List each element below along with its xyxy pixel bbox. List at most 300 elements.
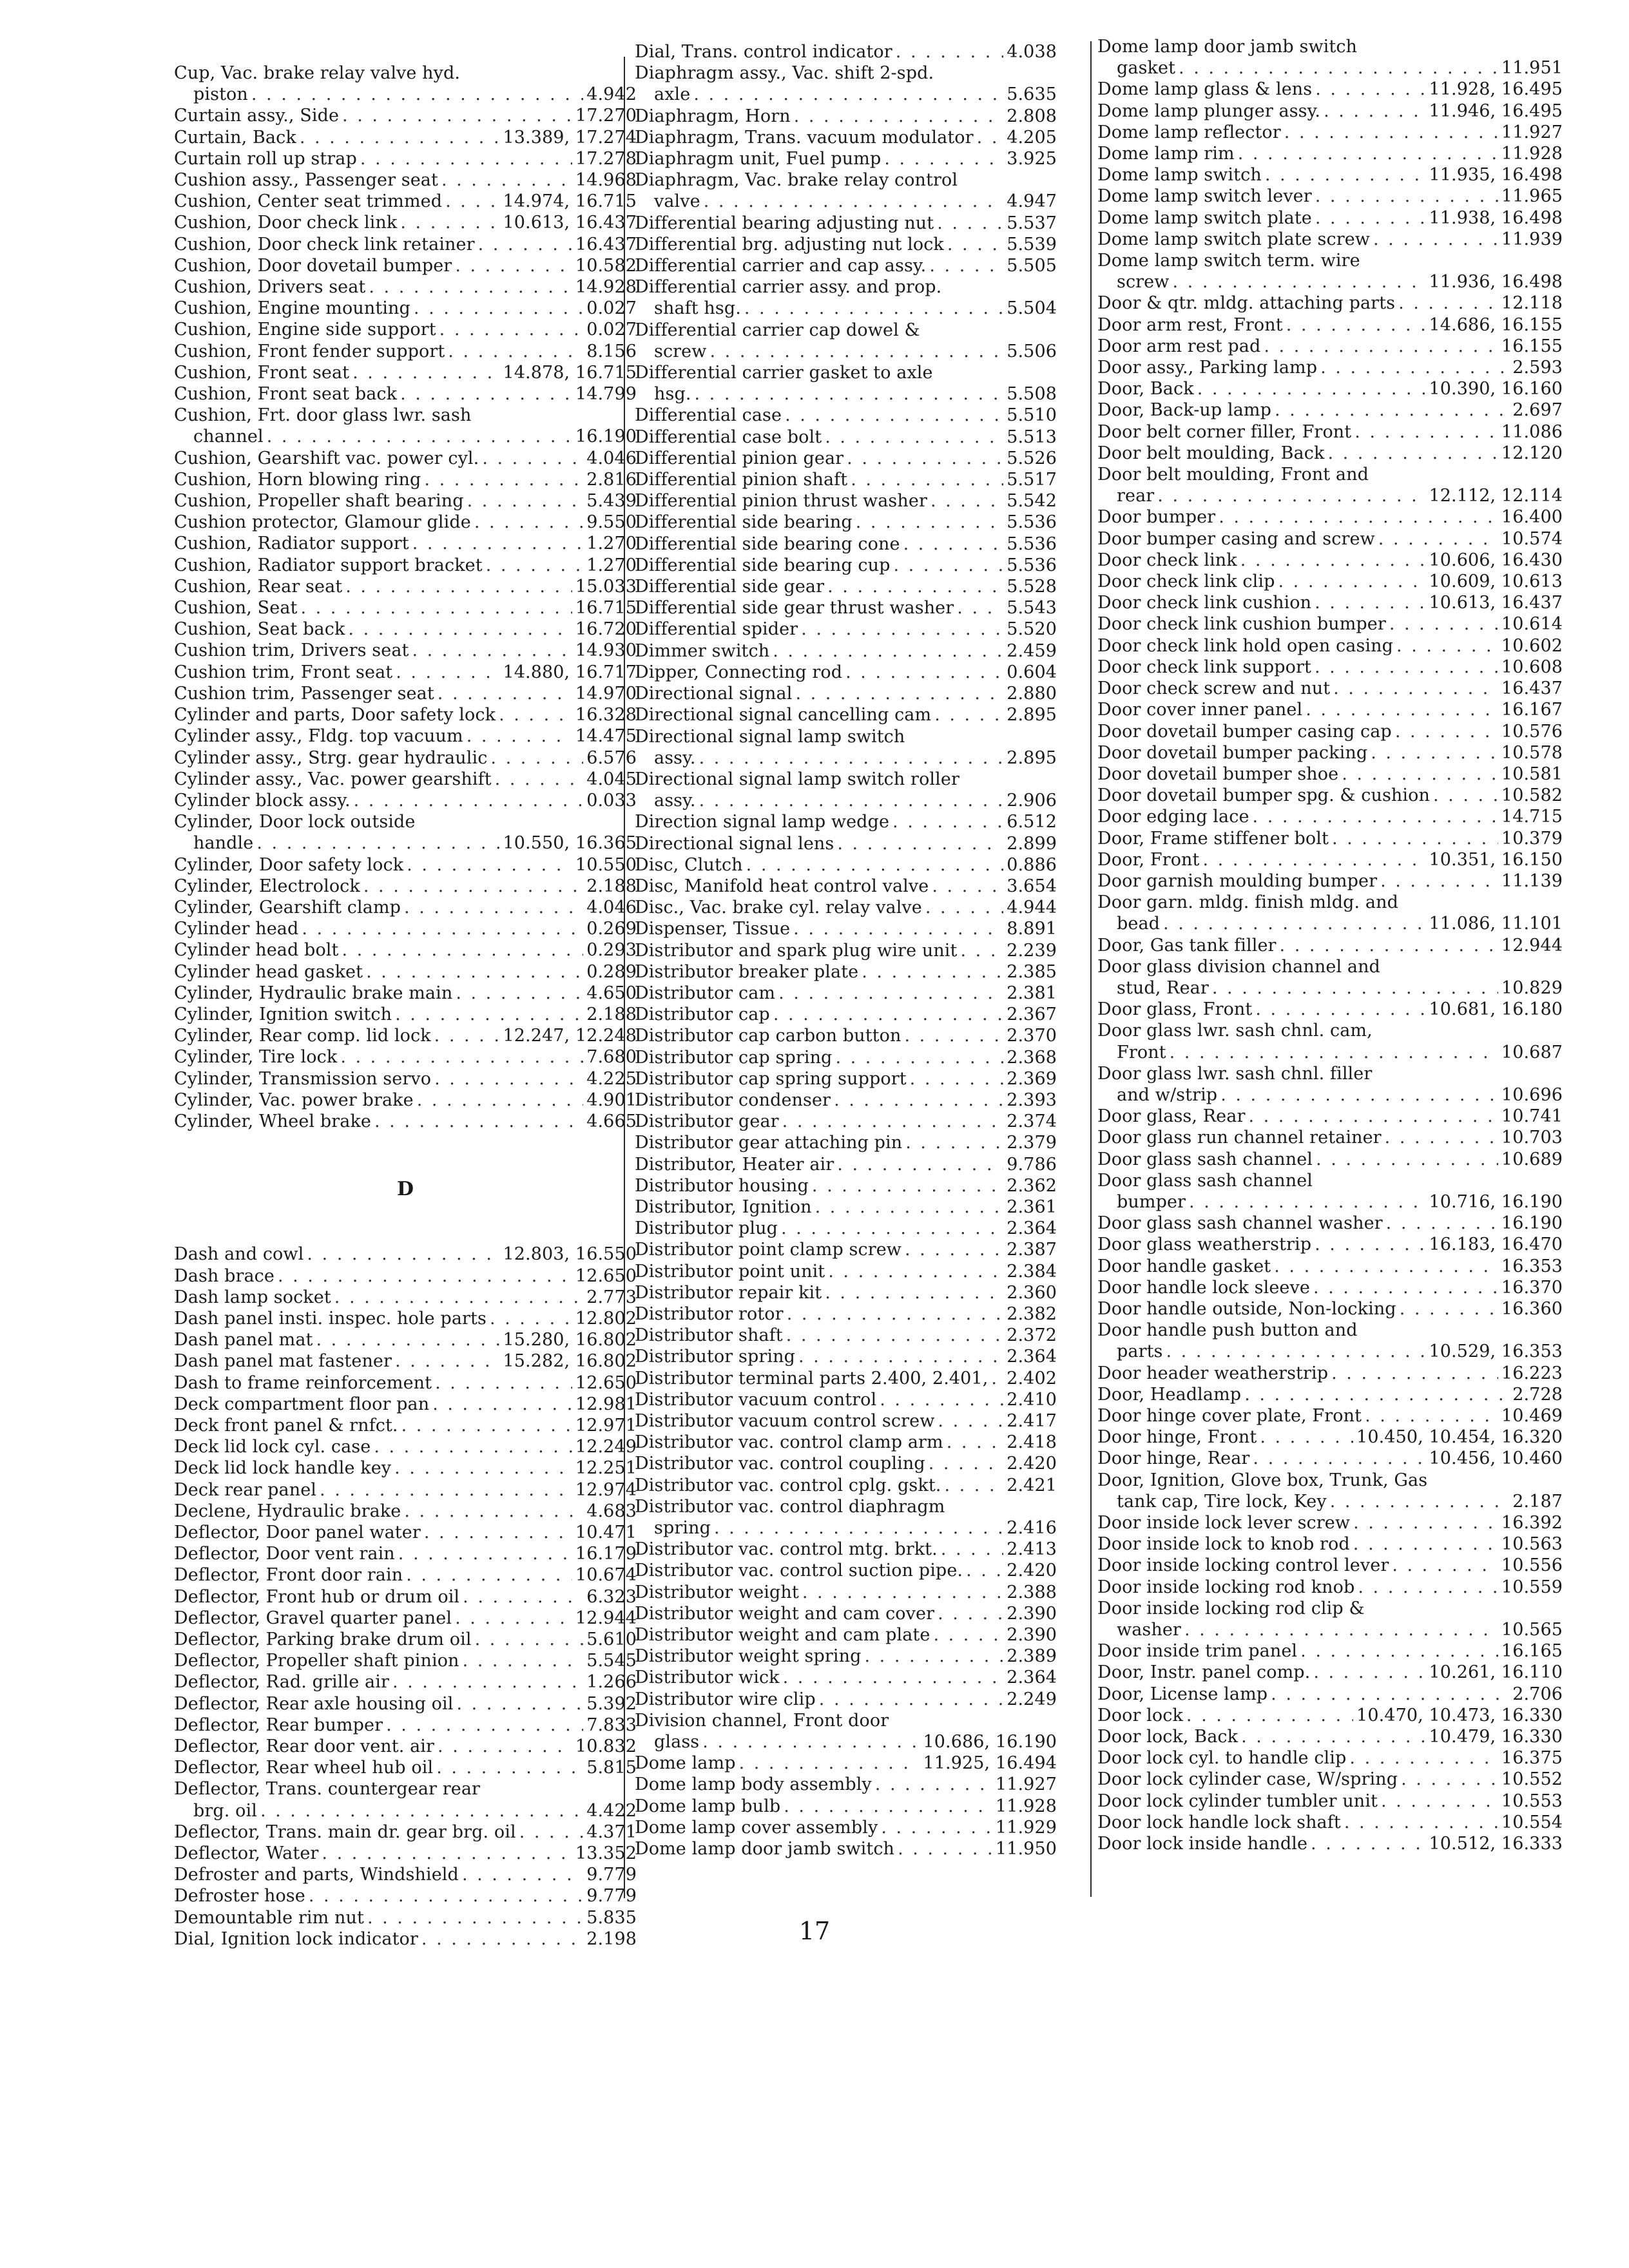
index-entry bbox=[1097, 1363, 1563, 1384]
entry-name: Distributor housing bbox=[635, 1175, 809, 1196]
entry-line bbox=[174, 383, 637, 405]
dot-leader bbox=[795, 683, 1003, 704]
entry-name: Deflector, Rear bumper bbox=[174, 1715, 383, 1735]
index-entry bbox=[1097, 79, 1563, 100]
entry-name: Differential spider bbox=[635, 619, 798, 640]
entry-name: Cylinder, Rear comp. lid lock bbox=[174, 1026, 431, 1046]
entry-name: Distributor repair kit bbox=[635, 1282, 822, 1303]
dot-leader bbox=[1189, 1191, 1425, 1213]
dot-leader bbox=[462, 1864, 583, 1885]
dot-leader bbox=[434, 1025, 500, 1046]
entry-name: Cushion trim, Passenger seat bbox=[174, 683, 434, 704]
entry-name: Cushion protector, Glamour glide bbox=[174, 512, 471, 533]
entry-number: 10.456, 10.460 bbox=[1429, 1448, 1563, 1469]
entry-line bbox=[635, 1303, 1057, 1325]
index-entry bbox=[174, 1564, 637, 1586]
entry-name: Cylinder, Tire lock bbox=[174, 1047, 338, 1068]
entry-line bbox=[635, 683, 1057, 704]
dot-leader bbox=[947, 1432, 1003, 1453]
index-entry bbox=[174, 1543, 637, 1564]
entry-line bbox=[635, 1218, 1057, 1239]
entry-number: 11.086 bbox=[1501, 421, 1563, 442]
dot-leader bbox=[499, 704, 572, 726]
entry-number: 4.650 bbox=[586, 983, 637, 1003]
entry-line bbox=[635, 1838, 1057, 1860]
entry-line bbox=[1097, 1256, 1563, 1277]
entry-number: 14.968 bbox=[575, 170, 637, 191]
entry-number: 12.971 bbox=[575, 1415, 637, 1436]
entry-number: 0.293 bbox=[586, 940, 637, 961]
entry-number: 12.802 bbox=[575, 1308, 637, 1329]
dot-leader bbox=[1400, 1298, 1498, 1320]
entry-name: Cylinder assy., Fldg. top vacuum bbox=[174, 726, 463, 747]
index-entry bbox=[1097, 1106, 1563, 1127]
entry-name: bumper bbox=[1117, 1191, 1186, 1212]
index-entry bbox=[174, 1068, 637, 1090]
entry-name: Door bumper casing and screw bbox=[1097, 528, 1375, 549]
entry-number: 12.981 bbox=[575, 1394, 637, 1414]
entry-number: 10.261, 16.110 bbox=[1429, 1662, 1563, 1683]
index-entry bbox=[635, 1239, 1057, 1260]
entry-line bbox=[1097, 721, 1563, 742]
dot-leader bbox=[1306, 699, 1498, 720]
index-entry bbox=[174, 512, 637, 533]
entry-number: 8.891 bbox=[1007, 919, 1057, 939]
index-entry bbox=[174, 897, 637, 918]
entry-line bbox=[174, 191, 637, 212]
dot-leader bbox=[406, 1564, 572, 1586]
entry-name: Dash brace bbox=[174, 1265, 275, 1286]
index-entry bbox=[1097, 635, 1563, 657]
entry-name: Door lock inside handle bbox=[1097, 1834, 1308, 1854]
dot-leader bbox=[905, 1239, 1003, 1260]
entry-name: Distributor cap carbon button bbox=[635, 1026, 901, 1046]
index-entry bbox=[1097, 657, 1563, 678]
dot-leader bbox=[837, 1154, 1003, 1175]
entry-line bbox=[174, 1821, 637, 1843]
dot-leader bbox=[739, 1753, 920, 1774]
index-entry bbox=[174, 1501, 637, 1522]
entry-name: Distributor, Ignition bbox=[635, 1196, 812, 1217]
index-entry bbox=[635, 1111, 1057, 1132]
entry-name: Door, Instr. panel comp. bbox=[1097, 1662, 1311, 1683]
entry-line bbox=[174, 1693, 637, 1715]
entry-number: 16.715 bbox=[575, 598, 637, 619]
entry-number: 5.536 bbox=[1007, 555, 1057, 575]
entry-line bbox=[1097, 186, 1563, 207]
entry-number: 2.880 bbox=[1007, 684, 1057, 704]
entry-continuation-line bbox=[1097, 57, 1563, 79]
entry-name: Door dovetail bumper packing bbox=[1097, 742, 1368, 763]
index-entry bbox=[635, 427, 1057, 448]
index-entry bbox=[1097, 293, 1563, 314]
dot-leader bbox=[1395, 721, 1498, 742]
entry-name: Deck front panel & rnfct. bbox=[174, 1415, 398, 1436]
entry-name: Door check link support bbox=[1097, 657, 1311, 677]
entry-name: Cylinder, Gearshift clamp bbox=[174, 897, 401, 918]
entry-line bbox=[174, 1244, 637, 1265]
dot-leader bbox=[369, 276, 572, 298]
entry-line bbox=[1097, 207, 1563, 229]
index-entry bbox=[635, 940, 1057, 961]
entry-number: 14.880, 16.717 bbox=[503, 662, 637, 682]
index-entry bbox=[635, 1689, 1057, 1710]
entry-number: 2.361 bbox=[1007, 1196, 1057, 1217]
index-entry bbox=[1097, 742, 1563, 764]
dot-leader bbox=[1238, 143, 1498, 164]
entry-name: Cushion, Horn blowing ring bbox=[174, 469, 421, 490]
entry-number: 5.528 bbox=[1007, 577, 1057, 597]
index-entry bbox=[635, 1368, 1057, 1389]
entry-line bbox=[635, 106, 1057, 127]
entry-line bbox=[174, 1671, 637, 1693]
entry-number: 2.421 bbox=[1007, 1475, 1057, 1495]
entry-name: Dome lamp switch lever bbox=[1097, 186, 1312, 207]
index-entry bbox=[174, 961, 637, 983]
entry-name: Door dovetail bumper shoe bbox=[1097, 764, 1339, 784]
entry-number: 7.833 bbox=[586, 1715, 637, 1735]
entry-line bbox=[1097, 314, 1563, 336]
index-entry bbox=[1097, 464, 1563, 506]
entry-number: 2.906 bbox=[1007, 791, 1057, 811]
entry-line bbox=[174, 704, 637, 726]
entry-name: Dome lamp bbox=[635, 1753, 736, 1774]
index-entry bbox=[635, 1774, 1057, 1795]
entry-line bbox=[1097, 1705, 1563, 1726]
index-entry bbox=[1097, 336, 1563, 357]
entry-name: Distributor weight and cam cover bbox=[635, 1603, 935, 1624]
dot-leader bbox=[1316, 1149, 1498, 1170]
entry-name: Differential pinion thrust washer bbox=[635, 491, 927, 512]
entry-number: 4.046 bbox=[586, 448, 637, 468]
index-entry bbox=[1097, 1640, 1563, 1662]
entry-line bbox=[1097, 1726, 1563, 1747]
entry-name: Door glass sash channel bbox=[1097, 1149, 1313, 1169]
entry-number: 10.529, 16.353 bbox=[1429, 1341, 1563, 1362]
dot-leader bbox=[881, 1817, 992, 1838]
dot-leader bbox=[702, 1731, 920, 1753]
entry-number: 5.505 bbox=[1007, 256, 1057, 276]
dot-leader bbox=[322, 1843, 572, 1864]
dot-leader bbox=[1166, 1341, 1426, 1362]
entry-continuation-line bbox=[635, 747, 1057, 769]
index-entry bbox=[174, 619, 637, 640]
entry-number: 10.582 bbox=[575, 255, 637, 276]
index-entry bbox=[1097, 1256, 1563, 1277]
entry-name: Distributor weight spring bbox=[635, 1646, 862, 1667]
entry-continuation-line bbox=[1097, 1491, 1563, 1512]
dot-leader bbox=[1365, 1405, 1498, 1427]
index-entry bbox=[174, 1111, 637, 1132]
entry-name: Differential carrier cap dowel & bbox=[635, 320, 920, 340]
entry-name: Door hinge cover plate, Front bbox=[1097, 1406, 1362, 1426]
entry-line bbox=[174, 1715, 637, 1736]
entry-number: 16.353 bbox=[1501, 1256, 1563, 1276]
dot-leader bbox=[1271, 1684, 1509, 1705]
entry-line bbox=[1097, 806, 1563, 827]
entry-line bbox=[1097, 378, 1563, 399]
index-entry bbox=[1097, 550, 1563, 571]
dot-leader bbox=[782, 1111, 1004, 1132]
entry-name: Dome lamp switch plate screw bbox=[1097, 229, 1371, 249]
entry-continuation-line bbox=[635, 790, 1057, 811]
entry-name: Distributor, Heater air bbox=[635, 1154, 834, 1175]
entry-line bbox=[1097, 550, 1563, 571]
dot-leader bbox=[1212, 977, 1498, 999]
entry-line bbox=[174, 1090, 637, 1111]
entry-line bbox=[1097, 143, 1563, 164]
index-entry bbox=[635, 683, 1057, 704]
entry-name: Distributor vacuum control screw bbox=[635, 1411, 935, 1431]
entry-number: 2.368 bbox=[1007, 1047, 1057, 1068]
entry-line bbox=[635, 1817, 1057, 1838]
dot-leader bbox=[815, 1196, 1004, 1218]
entry-number: 16.165 bbox=[1501, 1641, 1563, 1662]
entry-line bbox=[1097, 1384, 1563, 1405]
entry-number: 2.413 bbox=[1007, 1539, 1057, 1560]
dot-leader bbox=[395, 1350, 499, 1372]
column-divider bbox=[624, 57, 625, 1898]
index-entry bbox=[174, 1479, 637, 1501]
entry-line bbox=[174, 469, 637, 490]
entry-number: 5.504 bbox=[1007, 298, 1057, 319]
entry-line bbox=[1097, 399, 1563, 421]
entry-number: 2.372 bbox=[1007, 1325, 1057, 1346]
entry-name: Deflector, Gravel quarter panel bbox=[174, 1608, 452, 1628]
index-entry bbox=[174, 319, 637, 340]
index-entry bbox=[174, 490, 637, 512]
entry-line bbox=[635, 640, 1057, 662]
entry-continuation-line bbox=[635, 341, 1057, 362]
dot-leader bbox=[1315, 592, 1425, 613]
entry-line bbox=[174, 1394, 637, 1415]
entry-name: screw bbox=[1117, 272, 1170, 293]
entry-number: 2.239 bbox=[1007, 940, 1057, 961]
dot-leader bbox=[1353, 1512, 1498, 1533]
dot-leader bbox=[1274, 1256, 1498, 1277]
entry-number: 10.469 bbox=[1501, 1406, 1563, 1426]
dot-leader bbox=[432, 1394, 572, 1415]
entry-line bbox=[635, 619, 1057, 640]
entry-line bbox=[1097, 122, 1563, 143]
entry-number: 2.706 bbox=[1512, 1684, 1563, 1704]
entry-number: 10.674 bbox=[575, 1565, 637, 1586]
entry-line bbox=[635, 940, 1057, 961]
index-entry bbox=[174, 1586, 637, 1608]
entry-name: Distributor weight bbox=[635, 1582, 799, 1602]
index-entry bbox=[174, 1736, 637, 1757]
entry-line bbox=[1097, 1747, 1563, 1769]
entry-line bbox=[174, 1501, 637, 1522]
index-entry bbox=[174, 1693, 637, 1715]
entry-name: Deflector, Door vent rain bbox=[174, 1544, 395, 1564]
index-entry bbox=[1097, 1662, 1563, 1683]
index-entry bbox=[174, 533, 637, 554]
index-entry bbox=[174, 1287, 637, 1308]
entry-number: 10.351, 16.150 bbox=[1429, 849, 1563, 870]
dot-leader bbox=[366, 961, 583, 983]
entry-name: Deflector, Rear wheel hub oil bbox=[174, 1758, 434, 1778]
dot-leader bbox=[1184, 1619, 1498, 1640]
dot-leader bbox=[278, 1265, 572, 1287]
entry-number: 11.928, 16.495 bbox=[1429, 79, 1563, 100]
entry-line bbox=[635, 490, 1057, 512]
entry-line bbox=[174, 1564, 637, 1586]
entry-number: 2.895 bbox=[1007, 747, 1057, 768]
index-entry bbox=[174, 662, 637, 683]
dot-leader bbox=[1284, 122, 1498, 143]
entry-line bbox=[174, 1308, 637, 1329]
entry-number: 11.928 bbox=[1501, 144, 1563, 164]
entry-name: Cushion trim, Front seat bbox=[174, 662, 393, 682]
entry-number: 10.574 bbox=[1501, 528, 1563, 549]
entry-number: 10.450, 10.454, 16.320 bbox=[1356, 1427, 1563, 1448]
entry-number: 2.364 bbox=[1007, 1347, 1057, 1367]
entry-number: 1.270 bbox=[586, 555, 637, 575]
entry-number: 10.563 bbox=[1501, 1534, 1563, 1555]
column-1 bbox=[174, 62, 637, 1950]
entry-number: 12.249 bbox=[575, 1437, 637, 1457]
dot-leader bbox=[456, 983, 583, 1004]
entry-name: Door, Gas tank filler bbox=[1097, 935, 1277, 956]
index-entry bbox=[1097, 1427, 1563, 1448]
entry-number: 4.045 bbox=[586, 769, 637, 789]
dot-leader bbox=[396, 662, 499, 683]
dot-leader bbox=[482, 448, 583, 469]
dot-leader bbox=[851, 469, 1003, 490]
dot-leader bbox=[309, 1885, 583, 1907]
index-entry bbox=[1097, 101, 1563, 122]
entry-number: 10.613, 16.437 bbox=[1429, 593, 1563, 613]
entry-name: Dome lamp rim bbox=[1097, 144, 1235, 164]
entry-name: Door lock, Back bbox=[1097, 1727, 1239, 1747]
entry-line bbox=[635, 533, 1057, 555]
entry-name: Cushion, Front seat back bbox=[174, 384, 398, 405]
index-entry bbox=[635, 1432, 1057, 1453]
entry-line bbox=[174, 1287, 637, 1308]
entry-line bbox=[635, 555, 1057, 576]
entry-number: 11.951 bbox=[1501, 58, 1563, 79]
entry-line bbox=[635, 662, 1057, 683]
entry-line bbox=[1097, 443, 1563, 464]
dot-leader bbox=[957, 597, 1003, 619]
entry-line bbox=[174, 1885, 637, 1907]
index-entry bbox=[1097, 592, 1563, 613]
entry-name: Door inside locking rod knob bbox=[1097, 1577, 1355, 1597]
entry-name: Dome lamp body assembly bbox=[635, 1774, 872, 1795]
index-entry bbox=[1097, 36, 1563, 79]
entry-name: Distributor vac. control diaphragm bbox=[635, 1496, 945, 1517]
entry-name: Cylinder block assy. bbox=[174, 790, 351, 811]
entry-name: Cushion, Seat back bbox=[174, 619, 345, 640]
index-entry bbox=[635, 1346, 1057, 1367]
index-entry bbox=[635, 1303, 1057, 1325]
dot-leader bbox=[1264, 336, 1498, 357]
entry-name: Distributor condenser bbox=[635, 1090, 831, 1110]
entry-line bbox=[635, 704, 1057, 726]
entry-line bbox=[635, 1432, 1057, 1453]
entry-number: 4.944 bbox=[1007, 898, 1057, 918]
entry-number: 2.459 bbox=[1007, 640, 1057, 661]
entry-line bbox=[174, 276, 637, 298]
entry-name: Door, Back-up lamp bbox=[1097, 400, 1272, 421]
index-entry bbox=[1097, 1384, 1563, 1405]
dot-leader bbox=[417, 1090, 584, 1111]
entry-number: 8.156 bbox=[586, 341, 637, 361]
entry-line bbox=[1097, 849, 1563, 870]
entry-name: Cushion assy., Passenger seat bbox=[174, 170, 438, 191]
dot-leader bbox=[837, 833, 1003, 854]
entry-name: Distributor cam bbox=[635, 983, 776, 1003]
dot-leader bbox=[1157, 485, 1425, 506]
entry-line bbox=[174, 1843, 637, 1864]
entry-line bbox=[635, 1368, 1057, 1389]
dot-leader bbox=[991, 1368, 1003, 1389]
dot-leader bbox=[1327, 443, 1498, 464]
dot-leader bbox=[856, 512, 1003, 533]
entry-name: Cup, Vac. brake relay valve hyd. bbox=[174, 63, 461, 83]
dot-leader bbox=[267, 426, 572, 447]
index-entry bbox=[174, 298, 637, 319]
entry-name: Door cover inner panel bbox=[1097, 700, 1303, 720]
dot-leader bbox=[457, 1693, 584, 1715]
entry-line bbox=[1097, 828, 1563, 849]
entry-name: Demountable rim nut bbox=[174, 1907, 364, 1928]
entry-number: 5.508 bbox=[1007, 384, 1057, 405]
index-entry bbox=[174, 469, 637, 490]
index-entry bbox=[1097, 999, 1563, 1020]
dot-leader bbox=[386, 1715, 583, 1736]
entry-continuation-line bbox=[174, 84, 637, 105]
entry-name: Differential carrier gasket to axle bbox=[635, 363, 933, 383]
dot-leader bbox=[1260, 1427, 1353, 1448]
index-entry bbox=[1097, 1020, 1563, 1062]
index-entry bbox=[174, 1329, 637, 1350]
entry-line bbox=[1097, 935, 1563, 956]
index-entry bbox=[1097, 1533, 1563, 1555]
index-entry bbox=[1097, 1234, 1563, 1255]
index-entry bbox=[1097, 207, 1563, 229]
entry-line bbox=[1097, 528, 1563, 550]
dot-leader bbox=[463, 1586, 583, 1608]
entry-name: Distributor vac. control coupling bbox=[635, 1454, 925, 1474]
index-entry bbox=[174, 1522, 637, 1543]
entry-name: Cushion, Front seat bbox=[174, 362, 350, 383]
entry-line bbox=[174, 234, 637, 255]
entry-continuation-line bbox=[1097, 1084, 1563, 1106]
entry-name: Front bbox=[1117, 1042, 1166, 1062]
entry-line bbox=[174, 212, 637, 233]
index-entry bbox=[635, 854, 1057, 876]
entry-number: 15.280, 16.802 bbox=[503, 1330, 637, 1350]
index-entry bbox=[174, 597, 637, 619]
entry-continuation-line bbox=[1097, 1191, 1563, 1213]
entry-line bbox=[174, 1522, 637, 1543]
entry-first-line bbox=[635, 1496, 1057, 1517]
index-entry bbox=[1097, 1555, 1563, 1576]
entry-continuation-line bbox=[635, 383, 1057, 405]
entry-line bbox=[174, 1757, 637, 1778]
entry-name: Diaphragm unit, Fuel pump bbox=[635, 149, 882, 169]
entry-number: 5.439 bbox=[586, 491, 637, 512]
entry-name: Door & qtr. mldg. attaching parts bbox=[1097, 293, 1396, 314]
index-entry bbox=[1097, 1769, 1563, 1790]
entry-number: 12.247, 12.248 bbox=[503, 1026, 637, 1046]
entry-number: 4.422 bbox=[586, 1800, 637, 1821]
entry-number: 5.635 bbox=[1007, 84, 1057, 105]
entry-name: Deck compartment floor pan bbox=[174, 1394, 430, 1414]
entry-number: 2.393 bbox=[1007, 1090, 1057, 1110]
